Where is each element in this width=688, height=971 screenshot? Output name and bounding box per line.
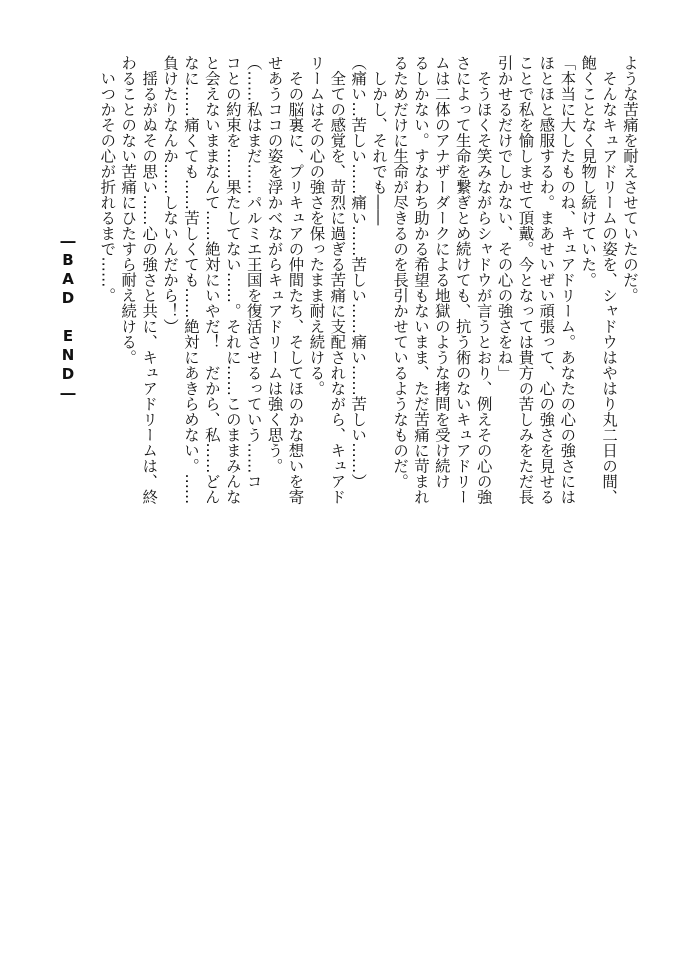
text-line: さによって生命を繋ぎとめ続けても、抗う術のないキュアドリー xyxy=(453,55,472,505)
text-line: 全ての感覚を、苛烈に過ぎる苦痛に支配されながら、キュアド xyxy=(328,55,347,505)
text-line: と会えないままなんて……絶対にいやだ！ だから、私……どん xyxy=(202,55,221,505)
text-line: コとの約束を……果たしてない……。それに……このままみんな xyxy=(223,55,242,505)
text-line: るためだけに生命が尽きるのを長引かせているようなものだ。 xyxy=(391,55,410,489)
bad-end-mark: ―BAD END― xyxy=(59,232,77,403)
text-line: （……私はまだ……パルミエ王国を復活させるっていう……コ xyxy=(244,55,263,489)
text-line: なに……痛くても……苦しくても……絶対にあきらめない。…… xyxy=(181,55,200,505)
novel-text xyxy=(96,55,640,505)
text-line: そうほくそ笑みながらシャドウが言うとおり、例えその心の強 xyxy=(474,55,493,505)
text-line: （痛い…苦しい……痛い……苦しい……痛い……苦しい……） xyxy=(349,55,368,489)
text-line: わることのない苦痛にひたすら耐え続ける。 xyxy=(119,55,138,365)
text-line: 引かせるだけでしかない、その心の強さをね」 xyxy=(495,55,514,381)
text-line: いつかその心が折れるまで……。 xyxy=(98,55,117,303)
text-line: ような苦痛を耐えさせていたのだ。 xyxy=(621,55,639,303)
text-line: そんなキュアドリームの姿を、シャドウはやはり丸二日の間、 xyxy=(600,55,619,505)
text-line: リームはその心の強さを保ったまま耐え続ける。 xyxy=(307,55,326,396)
text-line: その脳裏に、プリキュアの仲間たち、そしてほのかな想いを寄 xyxy=(286,55,305,505)
text-line: 揺るがぬその思い……心の強さと共に、キュアドリームは、終 xyxy=(140,55,159,505)
text-line: ほとほと感服するわ。まあせいぜい頑張って、心の強さを見せる xyxy=(537,55,556,505)
text-line: 「本当に大したものね、キュアドリーム。あなたの心の強さには xyxy=(558,55,577,505)
text-line: 負けたりなんか……しないんだから！） xyxy=(161,55,180,334)
text-line: ことで私を愉しませて頂戴。今となっては貴方の苦しみをただ長 xyxy=(516,55,535,505)
text-line: しかし、それでも―― xyxy=(370,55,389,226)
text-line: 飽くことなく見物し続けていた。 xyxy=(579,55,598,288)
text-line: せあうココの姿を浮かべながらキュアドリームは強く思う。 xyxy=(265,55,284,474)
text-line: ムは二体のアナザーダークによる地獄のような拷問を受け続け xyxy=(432,55,451,489)
text-line: るしかない。すなわち助かる希望もないまま、ただ苦痛に苛まれ xyxy=(411,55,430,505)
